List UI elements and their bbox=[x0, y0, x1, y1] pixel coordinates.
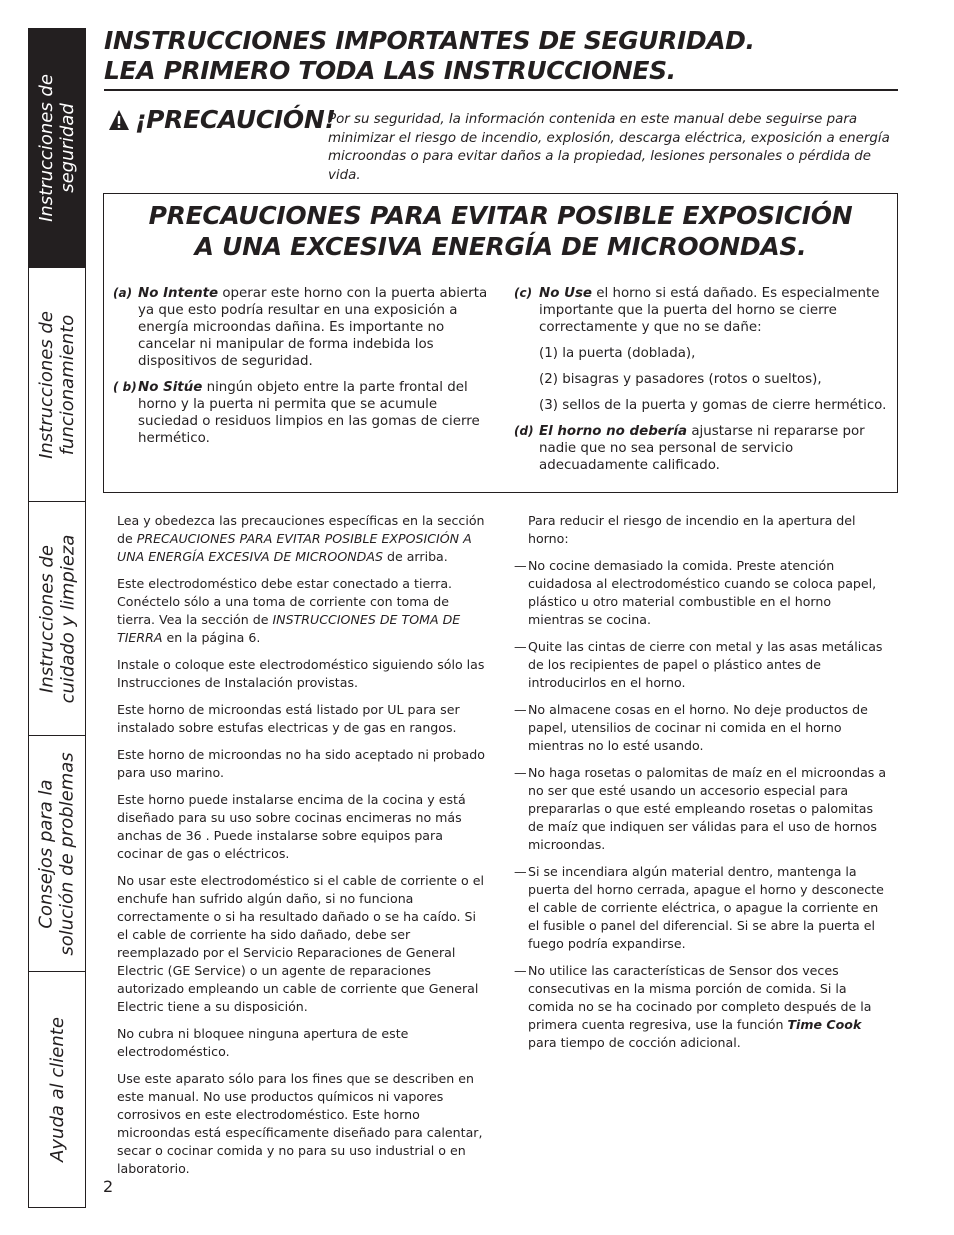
dash-item: — No almacene cosas en el horno. No deje productos de papel, utensilios de cocinar ni comida en el horno mientras no lo esté usando. bbox=[514, 701, 889, 755]
sidebar-tab-line1: Consejos para la bbox=[36, 778, 57, 929]
item-marker: (d) bbox=[514, 424, 534, 438]
item-marker: (c) bbox=[514, 286, 533, 300]
paragraph: Este horno de microondas está listado por UL para ser instalado sobre estufas electricas y de gas en rangos. bbox=[117, 702, 460, 735]
paragraph bbox=[117, 512, 489, 566]
dash-item bbox=[514, 962, 889, 1052]
sidebar-tab-line2: seguridad bbox=[57, 103, 79, 193]
text-run: en la página 6. bbox=[162, 630, 261, 645]
sidebar-tab-line1: Instrucciones de bbox=[36, 544, 57, 693]
sidebar-tab-line2: funcionamiento bbox=[57, 314, 79, 455]
caution-text: Por su seguridad, la información contenida en este manual debe seguirse para minimizar el riesgo de incendio, explosión, descarga eléctrica, exposición a energía microondas o para evitar daños a la propiedad, lesiones personales o pérdida de vida. bbox=[328, 112, 890, 183]
precaution-item-d bbox=[514, 423, 889, 474]
box-title bbox=[104, 200, 897, 262]
damage-sublist bbox=[514, 345, 889, 414]
paragraph: Use este aparato sólo para los fines que se describen en este manual. No use productos químicos ni vapores corrosivos en este electrodoméstico. Este horno microondas está específicamente diseñado para calentar, secar o cocinar comida y no para su uso industrial o en laboratorio. bbox=[117, 1071, 483, 1176]
item-text: el horno si está dañado. Es especialmente importante que la puerta del horno se cierre correctamente y que no se dañe: bbox=[539, 286, 880, 335]
item-keyword: No Sitúe bbox=[138, 380, 203, 395]
caution-label: ¡PRECAUCIÓN! bbox=[135, 105, 336, 134]
fire-risk-intro: Para reducir el riesgo de incendio en la apertura del horno: bbox=[528, 513, 856, 546]
precaution-item-b bbox=[113, 379, 488, 447]
page-title-line2: LEA PRIMERO TODA LAS INSTRUCCIONES. bbox=[104, 56, 676, 85]
sidebar-tab-line1: Instrucciones de bbox=[36, 310, 58, 459]
item-text: ajustarse ni repararse por nadie que no sea personal de servicio adecuadamente calificado. bbox=[539, 424, 865, 473]
item-marker: ( b) bbox=[113, 380, 137, 394]
body-right-column bbox=[514, 512, 889, 1061]
body-left-column bbox=[117, 512, 489, 1187]
dash-item: — Si se incendiara algún material dentro, mantenga la puerta del horno cerrada, apague el horno y desconecte el cable de corriente eléctrica, o apague la corriente en el fusible o panel del diferencial. Si se abre la puerta el fuego podría expandirse. bbox=[514, 863, 889, 953]
item-text: ningún objeto entre la parte frontal del horno y la puerta ni permita que se acumule suciedad o residuos limpios en las gomas de cierre hermético. bbox=[138, 380, 480, 446]
page-title-line1: INSTRUCCIONES IMPORTANTES DE SEGURIDAD. bbox=[104, 26, 755, 55]
section-sidebar bbox=[28, 28, 86, 1208]
sidebar-tab-funcionamiento[interactable] bbox=[29, 268, 85, 502]
text-run: Lea y obedezca las precauciones específicas en la sección de bbox=[117, 513, 485, 546]
item-text: operar este horno con la puerta abierta ya que esto podría resultar en una exposición a energía microondas dañina. Es importante no cancelar ni manipular de forma indebida los dispositivos de seguridad. bbox=[138, 286, 488, 369]
sidebar-tab-solucion-problemas[interactable] bbox=[29, 736, 85, 972]
dash-item: — No haga rosetas o palomitas de maíz en el microondas a no ser que esté usando un accesorio especial para prepararlas o que esté empleando rosetas o palomitas de maíz que indiquen ser válidas para el uso de hornos microondas. bbox=[514, 764, 889, 854]
item-marker: (a) bbox=[113, 286, 133, 300]
paragraph bbox=[117, 575, 489, 647]
page-title bbox=[104, 26, 755, 86]
sidebar-tab-line2: cuidado y limpieza bbox=[57, 534, 78, 703]
text-run-italic: PRECAUCIONES PARA EVITAR POSIBLE EXPOSICIÓN A UNA ENERGÍA EXCESIVA DE MICROONDAS bbox=[117, 531, 472, 564]
header-divider bbox=[104, 89, 898, 91]
page-number: 2 bbox=[103, 1177, 114, 1196]
item-keyword: No Use bbox=[539, 286, 592, 301]
dash-item: — Quite las cintas de cierre con metal y las asas metálicas de los recipientes de papel o plástico antes de introducirlos en el horno. bbox=[514, 638, 889, 692]
sidebar-tab-line1: Ayuda al cliente bbox=[46, 1017, 68, 1162]
box-left-column bbox=[113, 285, 488, 456]
paragraph: Este horno puede instalarse encima de la cocina y está diseñado para su uso sobre cocinas encimeras no más anchas de 36 . Puede instalarse sobre equipos para cocinar de gas o eléctricos. bbox=[117, 792, 466, 861]
sidebar-tab-line2: solución de problemas bbox=[57, 751, 78, 956]
paragraph: No cubra ni bloquee ninguna apertura de este electrodoméstico. bbox=[117, 1026, 409, 1059]
paragraph: No usar este electrodoméstico si el cable de corriente o el enchufe han sufrido algún daño, si no funciona correctamente o si ha resultado dañado o se ha caído. Si el cable de corriente ha sido dañado, debe ser reemplazado por el Servicio Reparaciones de General Electric (GE Service) o un agente de reparaciones autorizado empleando un cable de corriente que General Electric tiene a su disposición. bbox=[117, 873, 484, 1014]
text-run-bold-italic: Time Cook bbox=[787, 1017, 862, 1032]
warning-icon bbox=[108, 109, 130, 131]
text-run: para tiempo de cocción adicional. bbox=[528, 1035, 741, 1050]
text-run-italic: INSTRUCCIONES DE TOMA DE TIERRA bbox=[117, 612, 461, 645]
item-keyword: No Intente bbox=[138, 286, 219, 301]
sub-item: (1) la puerta (doblada), bbox=[539, 346, 696, 361]
caution-heading bbox=[108, 105, 336, 134]
box-title-line1: PRECAUCIONES PARA EVITAR POSIBLE EXPOSICIÓN bbox=[148, 201, 853, 230]
microwave-precautions-box bbox=[103, 193, 898, 493]
box-title-line2: A UNA EXCESIVA ENERGÍA DE MICROONDAS. bbox=[194, 232, 807, 261]
precaution-item-a bbox=[113, 285, 488, 370]
sidebar-tab-ayuda-cliente[interactable] bbox=[29, 972, 85, 1207]
paragraph: Este horno de microondas no ha sido aceptado ni probado para uso marino. bbox=[117, 747, 485, 780]
sub-item: (2) bisagras y pasadores (rotos o sueltos), bbox=[539, 372, 822, 387]
box-right-column bbox=[514, 285, 889, 483]
text-run: Este electrodoméstico debe estar conectado a tierra. Conéctelo sólo a una toma de corriente con toma de tierra. Vea la sección de bbox=[117, 576, 453, 627]
sub-item: (3) sellos de la puerta y gomas de cierre hermético. bbox=[539, 398, 887, 413]
sidebar-tab-line1: Instrucciones de bbox=[36, 74, 58, 222]
item-keyword: El horno no debería bbox=[539, 424, 688, 439]
text-run: No utilice las características de Sensor dos veces consecutivas en la misma porción de comida. Si la comida no se ha cocinado por completo después de la primera cuenta regresiva, use la función bbox=[528, 963, 872, 1032]
sidebar-tab-cuidado-limpieza[interactable] bbox=[29, 502, 85, 736]
dash-item: — No cocine demasiado la comida. Preste atención cuidadosa al electrodoméstico cuando se coloca papel, plástico u otro material combustible en el horno mientras se cocina. bbox=[514, 557, 889, 629]
paragraph: Instale o coloque este electrodoméstico siguiendo sólo las Instrucciones de Instalación provistas. bbox=[117, 657, 485, 690]
text-run: de arriba. bbox=[382, 549, 448, 564]
precaution-item-c bbox=[514, 285, 889, 336]
sidebar-tab-seguridad[interactable] bbox=[29, 29, 85, 268]
